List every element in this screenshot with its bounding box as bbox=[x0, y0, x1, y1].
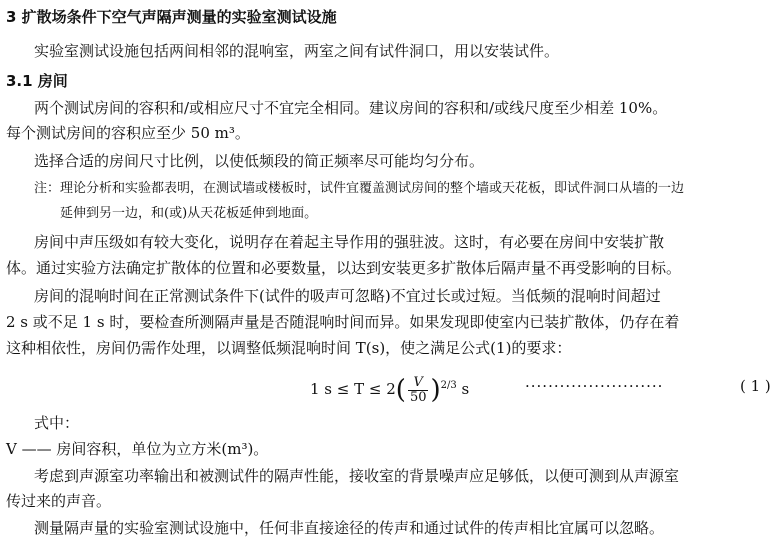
paragraph-4-line-3: 这种相依性，房间仍需作处理，以调整低频混响时间 T(s)，使之满足公式(1)的要求： bbox=[6, 339, 572, 357]
paragraph-6: 测量隔声量的实验室测试设施中，任何非直接途径的传声和通过试件的传声相比宜属可以忽略。 bbox=[34, 519, 665, 537]
note-line-2: 延伸到另一边，和(或)从天花板延伸到地面。 bbox=[60, 206, 318, 221]
paragraph-5-line-1: 考虑到声源室功率输出和被测试件的隔声性能，接收室的背景噪声应足够低，以便可测到从声源室 bbox=[34, 467, 680, 485]
subsection-heading: 3.1 房间 bbox=[6, 72, 68, 90]
formula-exponent: 2/3 bbox=[440, 380, 457, 391]
formula-fraction bbox=[408, 376, 429, 405]
paragraph-4-line-2: 2 s 或不足 1 s 时，要检查所测隔声量是否随混响时间而异。如果发现即使室内已装扩散体，仍存在着 bbox=[6, 313, 680, 331]
formula-leader-dots: ························ bbox=[525, 377, 664, 395]
paragraph-4-line-1: 房间的混响时间在正常测试条件下(试件的吸声可忽略)不宜过长或过短。当低频的混响时间超过 bbox=[34, 287, 661, 305]
section-intro: 实验室测试设施包括两间相邻的混响室，两室之间有试件洞口，用以安装试件。 bbox=[34, 42, 560, 60]
paragraph-1-line-2: 每个测试房间的容积应至少 50 m³。 bbox=[6, 124, 250, 142]
paragraph-1-line-1: 两个测试房间的容积和/或相应尺寸不宜完全相同。建议房间的容积和/或线尺度至少相差 10%。 bbox=[34, 99, 668, 117]
formula-numerator: V bbox=[408, 376, 429, 391]
variable-definition: V —— 房间容积，单位为立方米(m³)。 bbox=[6, 440, 269, 458]
paragraph-3-line-2: 体。通过实验方法确定扩散体的位置和必要数量，以达到安装更多扩散体后隔声量不再受影响的目标。 bbox=[6, 259, 682, 277]
formula-1 bbox=[310, 368, 771, 405]
note-line-1: 注：理论分析和实验都表明，在测试墙或楼板时，试件宜覆盖测试房间的整个墙或天花板，即试件洞口从墙的一边 bbox=[34, 181, 685, 196]
formula-left: 1 s ≤ T ≤ 2 bbox=[310, 380, 396, 398]
formula-number: ( 1 ) bbox=[740, 377, 771, 395]
formula-denominator: 50 bbox=[409, 389, 427, 405]
formula-open-paren: ( bbox=[395, 375, 406, 405]
paragraph-3-line-1: 房间中声压级如有较大变化，说明存在着起主导作用的强驻波。这时，有必要在房间中安装扩散 bbox=[34, 233, 665, 251]
formula-close-paren: ) bbox=[430, 375, 441, 405]
formula-unit: s bbox=[461, 380, 470, 398]
paragraph-2: 选择合适的房间尺寸比例，以使低频段的简正频率尽可能均匀分布。 bbox=[34, 152, 485, 170]
paragraph-5-line-2: 传过来的声音。 bbox=[6, 492, 112, 510]
section-heading: 3 扩散场条件下空气声隔声测量的实验室测试设施 bbox=[6, 8, 337, 26]
where-label: 式中： bbox=[34, 414, 80, 432]
